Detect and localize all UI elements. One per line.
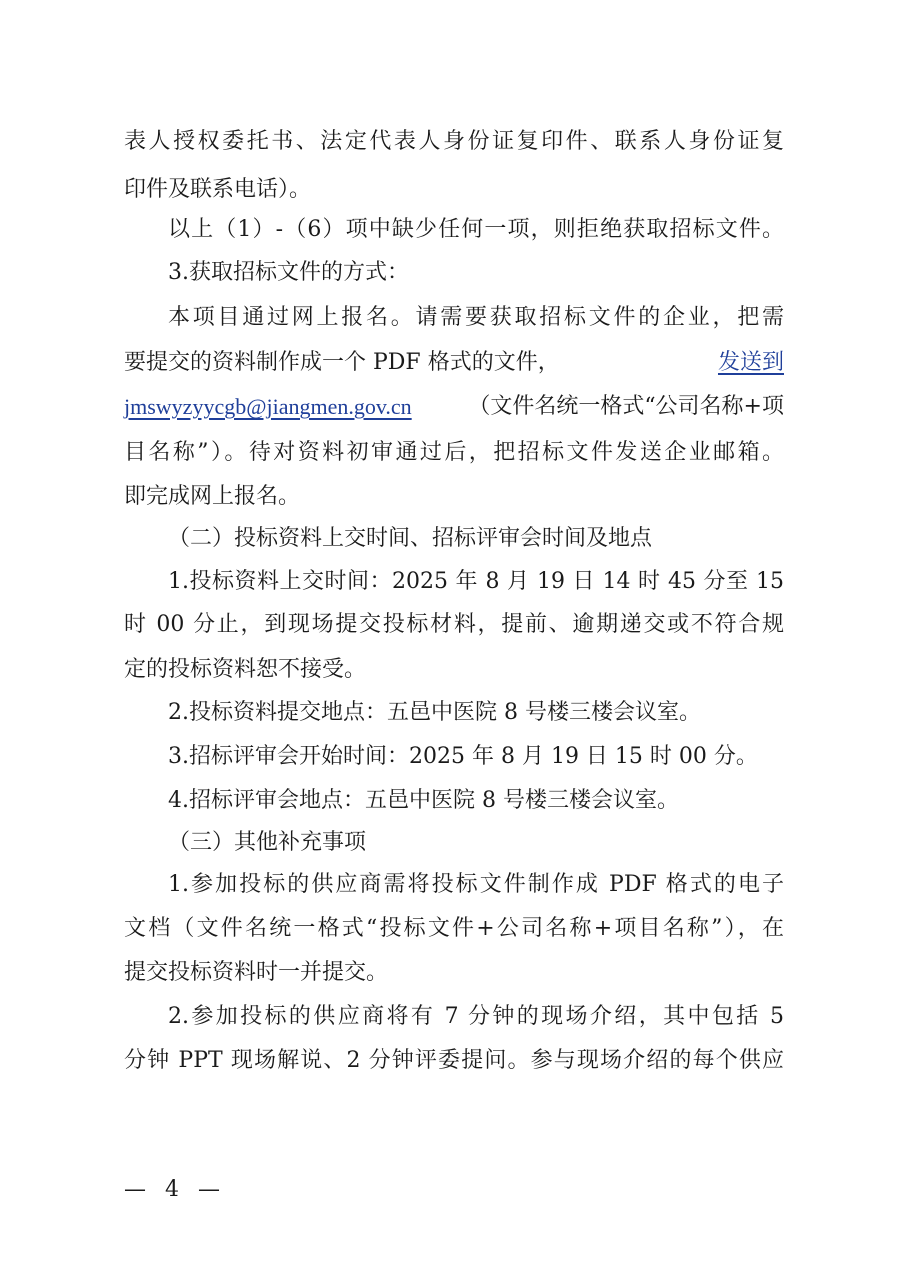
section-heading: （二）投标资料上交时间、招标评审会时间及地点 xyxy=(168,526,653,551)
send-to-link[interactable]: 发送到 xyxy=(717,350,784,375)
paragraph-line: 分钟 PPT 现场解说、2 分钟评委提问。参与现场介绍的每个供应 xyxy=(124,1048,784,1073)
paragraph-line: 文档（文件名统一格式“投标文件+公司名称+项目名称”），在 xyxy=(124,916,784,941)
paragraph-line: 2.参加投标的供应商将有 7 分钟的现场介绍，其中包括 5 xyxy=(168,1004,784,1029)
paragraph-line: 以上（1）-（6）项中缺少任何一项，则拒绝获取招标文件。 xyxy=(168,217,784,242)
section-heading: （三）其他补充事项 xyxy=(168,830,367,855)
paragraph-line: 表人授权委托书、法定代表人身份证复印件、联系人身份证复 xyxy=(124,129,784,154)
paragraph-line: 4.招标评审会地点：五邑中医院 8 号楼三楼会议室。 xyxy=(168,788,679,813)
paragraph-line: 印件及联系电话）。 xyxy=(124,177,312,202)
paragraph-line: 1.投标资料上交时间：2025 年 8 月 19 日 14 时 45 分至 15 xyxy=(168,569,784,594)
paragraph-text: （文件名统一格式“公司名称+项 xyxy=(468,394,784,419)
paragraph-line: 目名称”）。待对资料初审通过后，把招标文件发送企业邮箱。 xyxy=(124,440,784,465)
page-number: — 4 — xyxy=(124,1177,226,1202)
paragraph-line: 即完成网上报名。 xyxy=(124,484,301,509)
paragraph-line xyxy=(124,348,784,378)
email-link[interactable]: jmswyzyycgb@jiangmen.gov.cn xyxy=(124,394,412,419)
paragraph-line xyxy=(124,392,784,422)
paragraph-line: 1.参加投标的供应商需将投标文件制作成 PDF 格式的电子 xyxy=(168,872,784,897)
paragraph-line: 3.招标评审会开始时间：2025 年 8 月 19 日 15 时 00 分。 xyxy=(168,744,758,769)
paragraph-line: 本项目通过网上报名。请需要获取招标文件的企业，把需 xyxy=(168,305,784,330)
paragraph-text: 要提交的资料制作成一个 PDF 格式的文件， xyxy=(124,350,560,375)
paragraph-line: 定的投标资料恕不接受。 xyxy=(124,657,367,682)
paragraph-line: 2.投标资料提交地点：五邑中医院 8 号楼三楼会议室。 xyxy=(168,700,701,725)
section-subheading: 3.获取招标文件的方式： xyxy=(168,260,409,285)
paragraph-line: 时 00 分止，到现场提交投标材料，提前、逾期递交或不符合规 xyxy=(124,612,784,637)
paragraph-line: 提交投标资料时一并提交。 xyxy=(124,960,389,985)
